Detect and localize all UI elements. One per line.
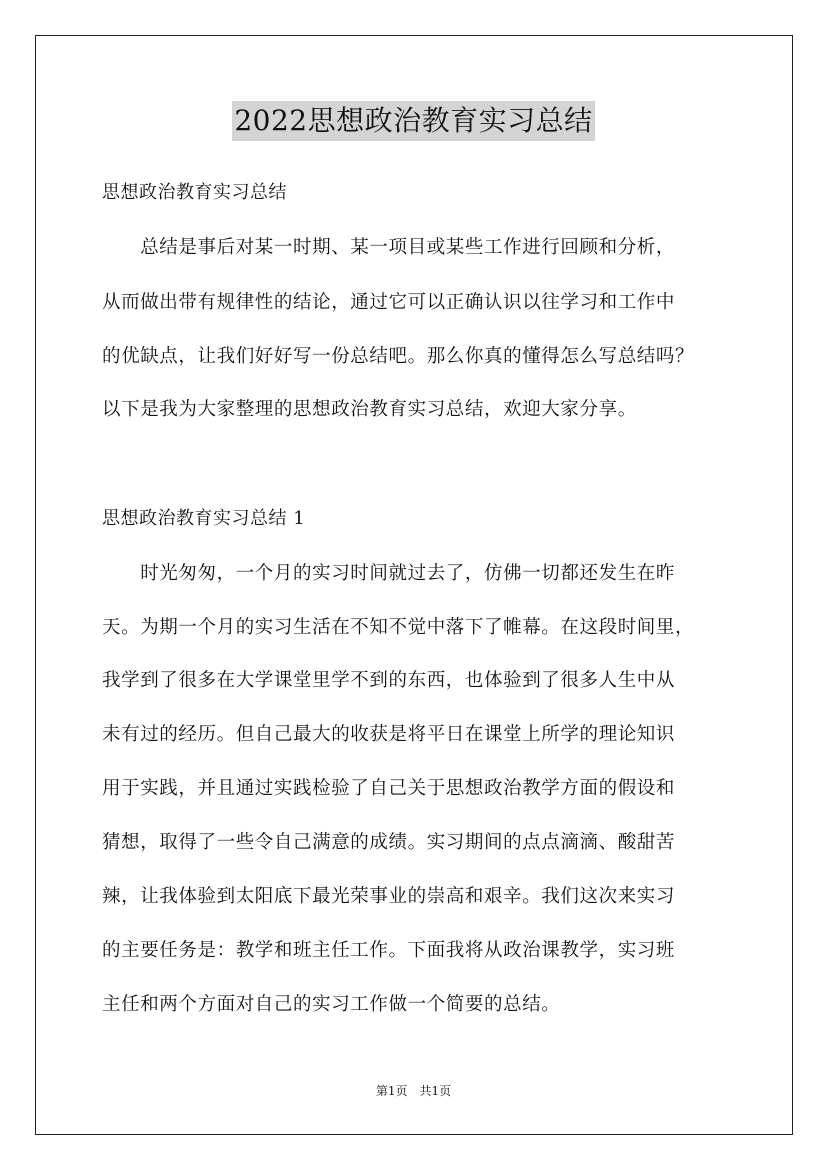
paragraph-line: 总结是事后对某一时期、某一项目或某些工作进行回顾和分析，	[102, 237, 676, 258]
paragraph-line: 主任和两个方面对自己的实习工作做一个简要的总结。	[102, 994, 561, 1015]
paragraph-line: 的优缺点，让我们好好写一份总结吧。那么你真的懂得怎么写总结吗？	[102, 346, 695, 367]
page-footer: 第1页 共1页	[375, 1084, 452, 1098]
paragraph-line: 辣，让我体验到太阳底下最光荣事业的崇高和艰辛。我们这次来实习	[102, 886, 676, 907]
section-heading-1: 思想政治教育实习总结 1	[102, 508, 306, 529]
section-heading-intro: 思想政治教育实习总结	[102, 182, 287, 203]
paragraph-line: 从而做出带有规律性的结论，通过它可以正确认识以往学习和工作中	[102, 292, 676, 313]
paragraph-line: 以下是我为大家整理的思想政治教育实习总结，欢迎大家分享。	[102, 399, 637, 420]
paragraph-line: 用于实践，并且通过实践检验了自己关于思想政治教学方面的假设和	[102, 778, 676, 799]
paragraph-line: 时光匆匆，一个月的实习时间就过去了，仿佛一切都还发生在昨	[102, 563, 676, 584]
paragraph-line: 猜想，取得了一些令自己满意的成绩。实习期间的点点滴滴、酸甜苦	[102, 832, 676, 853]
paragraph-line: 未有过的经历。但自己最大的收获是将平日在课堂上所学的理论知识	[102, 724, 676, 745]
title-container	[0, 101, 827, 141]
paragraph-line: 我学到了很多在大学课堂里学不到的东西，也体验到了很多人生中从	[102, 670, 676, 691]
document-title: 2022思想政治教育实习总结	[232, 101, 594, 141]
paragraph-line: 的主要任务是：教学和班主任工作。下面我将从政治课教学，实习班	[102, 940, 676, 961]
paragraph-line: 天。为期一个月的实习生活在不知不觉中落下了帷幕。在这段时间里，	[102, 617, 695, 638]
